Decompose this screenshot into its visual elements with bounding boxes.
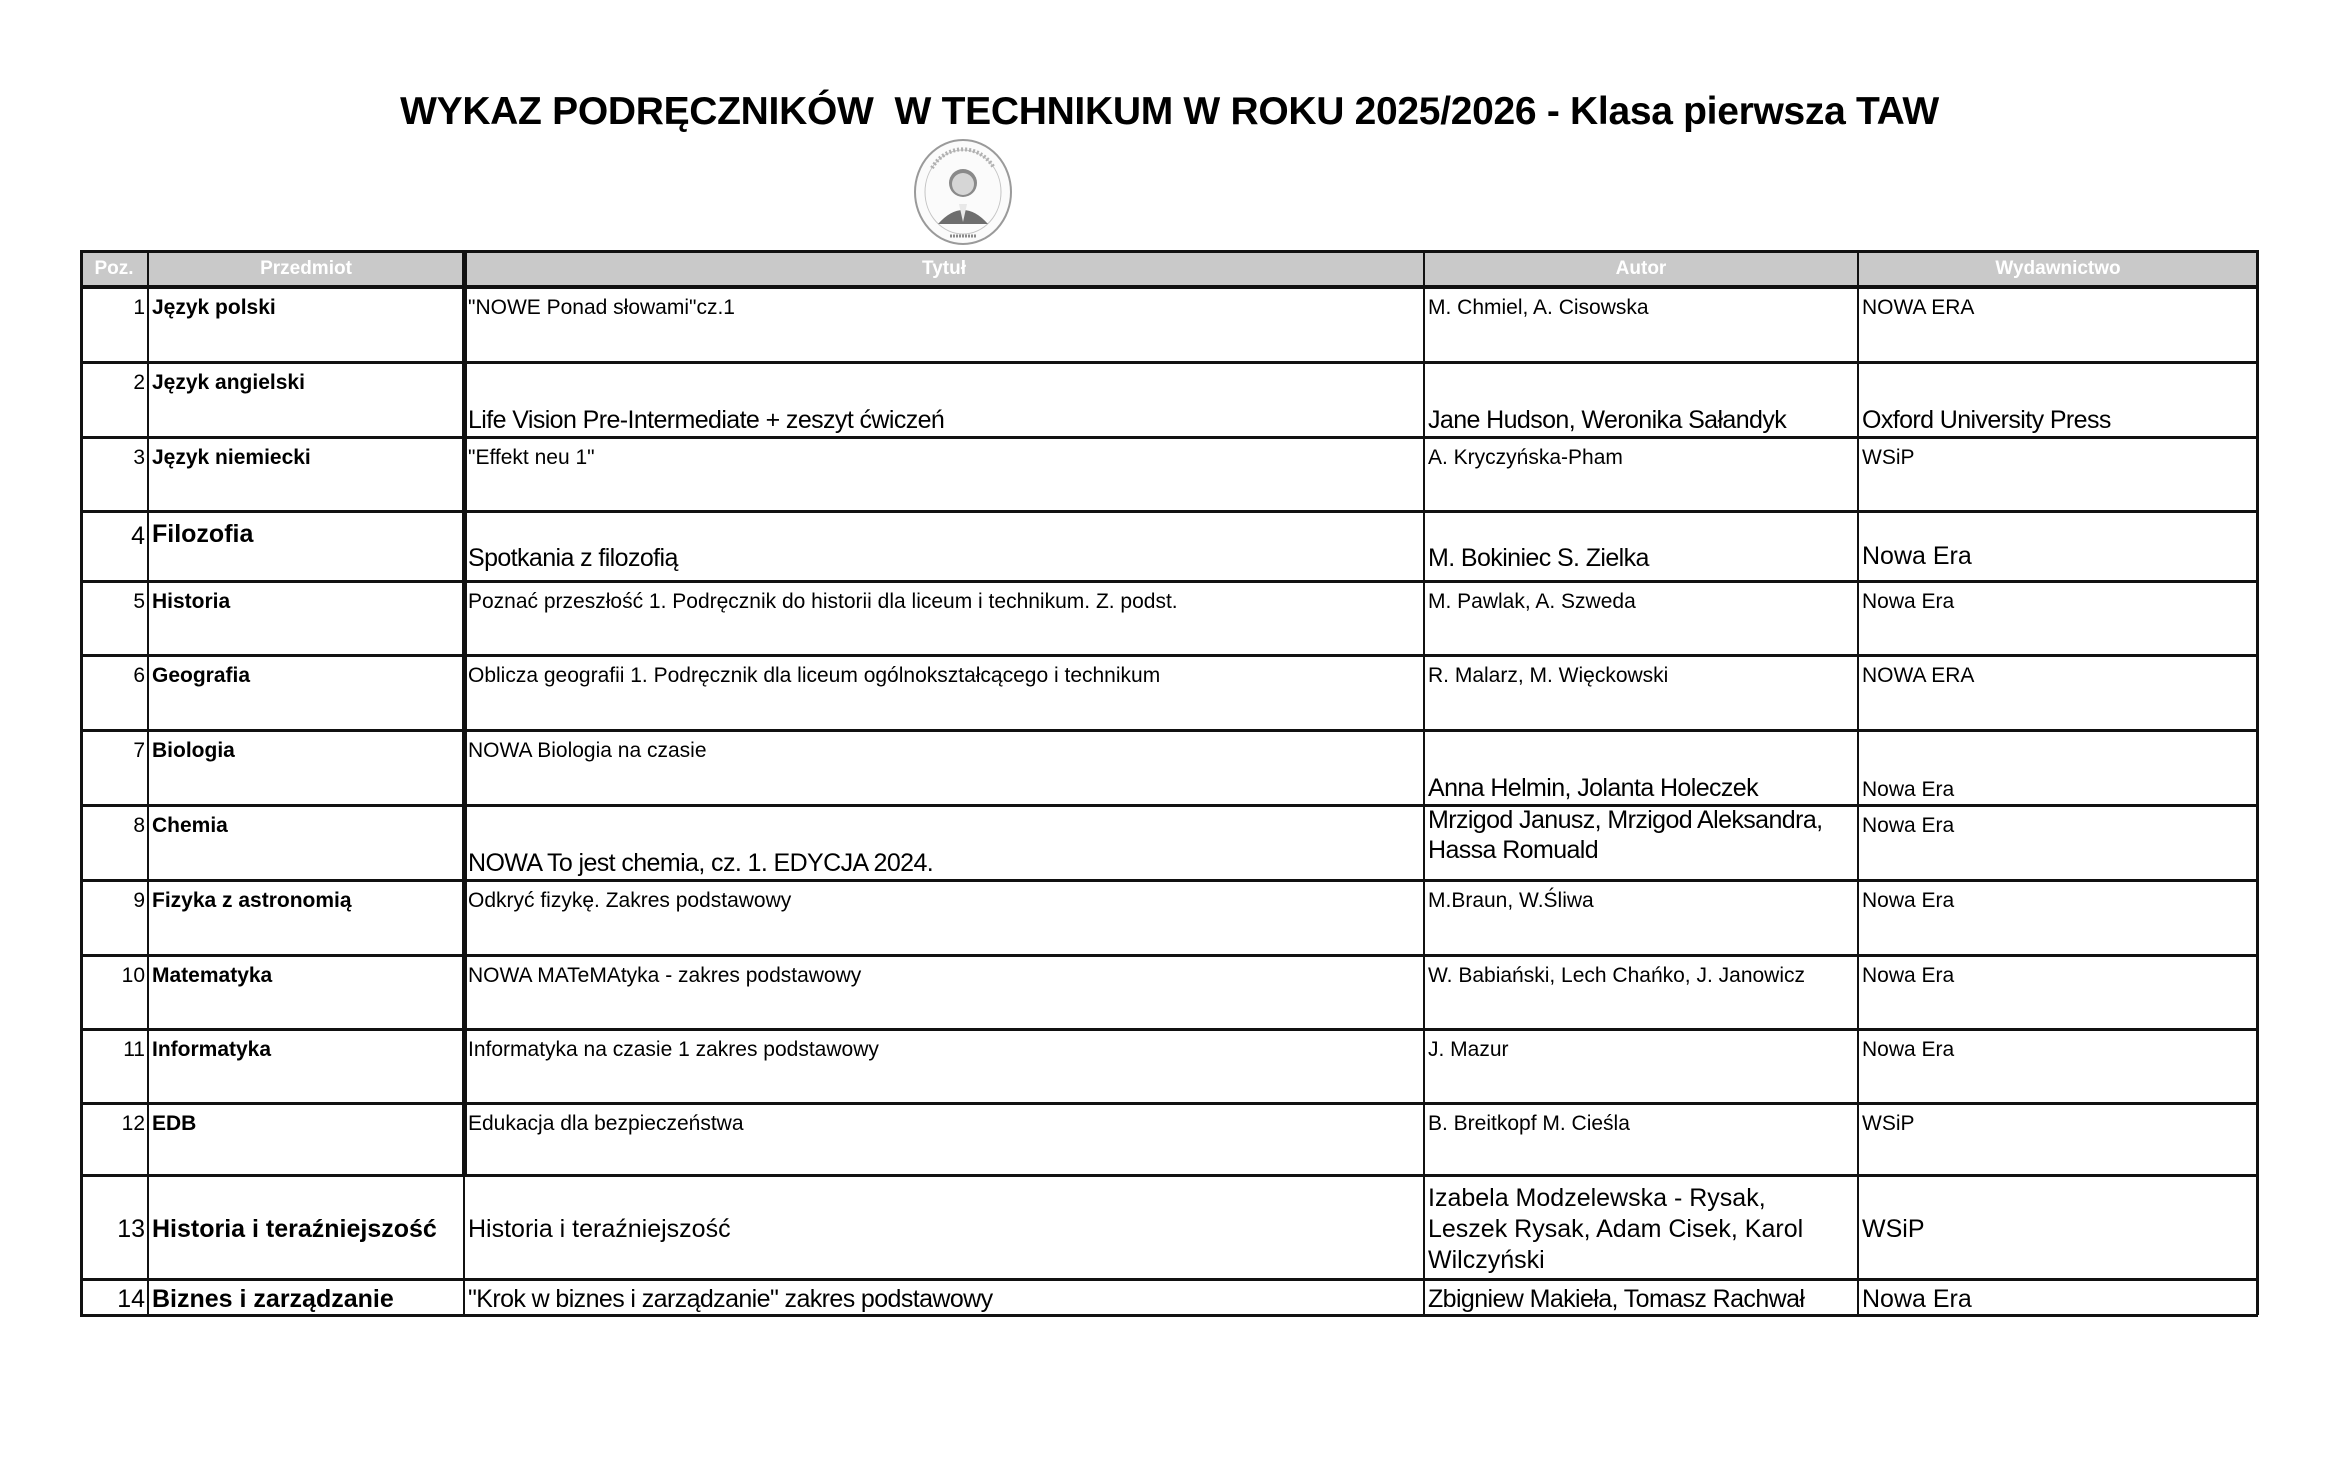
author-line: Leszek Rysak, Adam Cisek, Karol [1428,1215,1804,1243]
row-position: 2 [133,371,145,394]
row-publisher: Nowa Era [1862,1285,1972,1313]
row-position: 12 [121,1112,145,1135]
row-author [1428,1037,1856,1063]
row-author [1428,773,1856,803]
row-author [1428,589,1856,615]
row-position: 7 [133,739,145,762]
row-author [1428,1183,1856,1276]
table-row [80,362,2258,437]
row-title: Informatyka na czasie 1 zakres podstawowy [468,1038,879,1061]
row-position: 4 [131,522,145,550]
author-line: M. Bokiniec S. Zielka [1428,544,1649,572]
table-row [80,955,2258,1029]
row-publisher: NOWA ERA [1862,296,1975,319]
row-divider [80,250,2258,253]
row-author [1428,1284,1856,1314]
row-position: 11 [123,1038,145,1061]
row-publisher: NOWA ERA [1862,664,1975,687]
row-position: 13 [117,1215,145,1243]
row-author [1428,963,1856,989]
row-publisher: Nowa Era [1862,814,1955,837]
header-autor: Autor [1615,258,1667,279]
row-author [1428,888,1856,914]
row-title: "Krok w biznes i zarządzanie" zakres podstawowy [468,1285,993,1313]
row-position: 6 [133,664,145,687]
row-title: Edukacja dla bezpieczeństwa [468,1112,744,1135]
row-position: 9 [133,889,145,912]
table-row [80,1279,2258,1315]
header-wydawnictwo: Wydawnictwo [1995,258,2121,279]
author-line: Mrzigod Janusz, Mrzigod Aleksandra, [1428,806,1823,834]
row-publisher: Nowa Era [1862,590,1955,613]
author-line: M.Braun, W.Śliwa [1428,889,1594,912]
row-author [1428,663,1856,689]
row-position: 8 [133,814,145,837]
table-row [80,880,2258,955]
row-title: Oblicza geografii 1. Podręcznik dla liceum ogólnokształcącego i technikum [468,664,1161,687]
table-row [80,287,2258,362]
table-row [80,1103,2258,1175]
row-subject: Biznes i zarządzanie [152,1285,394,1313]
textbook-table [80,250,2258,1315]
row-publisher: WSiP [1862,1215,1925,1243]
row-position: 1 [133,296,145,319]
row-position: 5 [133,590,145,613]
author-line: M. Pawlak, A. Szweda [1428,590,1636,613]
author-line: Hassa Romuald [1428,836,1599,864]
header-poz: Poz. [94,258,134,279]
row-title: NOWA To jest chemia, cz. 1. EDYCJA 2024. [468,849,934,877]
row-position: 3 [133,446,145,469]
table-row [80,581,2258,655]
row-author [1428,295,1856,321]
row-author [1428,543,1856,573]
row-subject: Język polski [152,296,276,319]
row-title: Poznać przeszłość 1. Podręcznik do historii dla liceum i technikum. Z. podst. [468,590,1178,613]
row-title: "NOWE Ponad słowami"cz.1 [468,296,735,319]
row-subject: Chemia [152,814,228,837]
row-title: "Effekt neu 1" [468,446,595,469]
row-subject: Historia i teraźniejszość [152,1215,437,1243]
table-row [80,511,2258,581]
author-line: M. Chmiel, A. Cisowska [1428,296,1649,319]
table-row [80,655,2258,730]
row-title: Historia i teraźniejszość [468,1215,731,1243]
row-subject: Geografia [152,664,251,687]
author-line: Jane Hudson, Weronika Sałandyk [1428,406,1787,434]
row-author [1428,445,1856,471]
row-subject: Informatyka [152,1038,272,1061]
row-title: NOWA Biologia na czasie [468,739,707,762]
author-line: B. Breitkopf M. Cieśla [1428,1112,1630,1135]
author-line: Zbigniew Makieła, Tomasz Rachwał [1428,1285,1805,1313]
row-subject: Język angielski [152,371,305,394]
row-title: Spotkania z filozofią [468,544,678,572]
row-title: NOWA MATeMAtyka - zakres podstawowy [468,964,862,987]
row-publisher: Nowa Era [1862,542,1972,570]
author-line: Wilczyński [1428,1246,1545,1274]
author-line: Izabela Modzelewska - Rysak, [1428,1184,1766,1212]
row-subject: Matematyka [152,964,273,987]
row-subject: Biologia [152,739,235,762]
row-publisher: Nowa Era [1862,964,1955,987]
row-author [1428,1111,1856,1137]
row-position: 10 [121,964,145,987]
row-publisher: Nowa Era [1862,889,1955,912]
row-publisher: Nowa Era [1862,778,1955,801]
table-row [80,730,2258,805]
table-row [80,1175,2258,1279]
row-position: 14 [117,1285,145,1313]
row-title: Life Vision Pre-Intermediate + zeszyt ćwiczeń [468,406,945,434]
row-publisher: WSiP [1862,1112,1915,1135]
table-header-row [80,250,2258,287]
row-subject: Filozofia [152,520,254,548]
author-line: A. Kryczyńska-Pham [1428,446,1623,469]
school-seal-icon [912,138,1014,246]
author-line: J. Mazur [1428,1038,1509,1061]
row-title: Odkryć fizykę. Zakres podstawowy [468,889,792,912]
row-subject: Fizyka z astronomią [152,889,352,912]
row-publisher: WSiP [1862,446,1915,469]
row-subject: Historia [152,590,231,613]
row-author [1428,805,1856,865]
header-przedmiot: Przedmiot [260,258,352,279]
row-publisher: Nowa Era [1862,1038,1955,1061]
row-publisher: Oxford University Press [1862,406,2111,434]
header-tytul: Tytuł [922,258,966,279]
table-row [80,1029,2258,1103]
row-subject: Język niemiecki [152,446,311,469]
table-row [80,437,2258,511]
author-line: R. Malarz, M. Więckowski [1428,664,1669,687]
author-line: W. Babiański, Lech Chańko, J. Janowicz [1428,964,1806,987]
row-author [1428,405,1856,435]
table-row [80,805,2258,880]
document-title: WYKAZ PODRĘCZNIKÓW W TECHNIKUM W ROKU 2025/2026 - Klasa pierwsza TAW [400,90,1939,133]
author-line: Anna Helmin, Jolanta Holeczek [1428,774,1759,802]
row-subject: EDB [152,1112,197,1135]
